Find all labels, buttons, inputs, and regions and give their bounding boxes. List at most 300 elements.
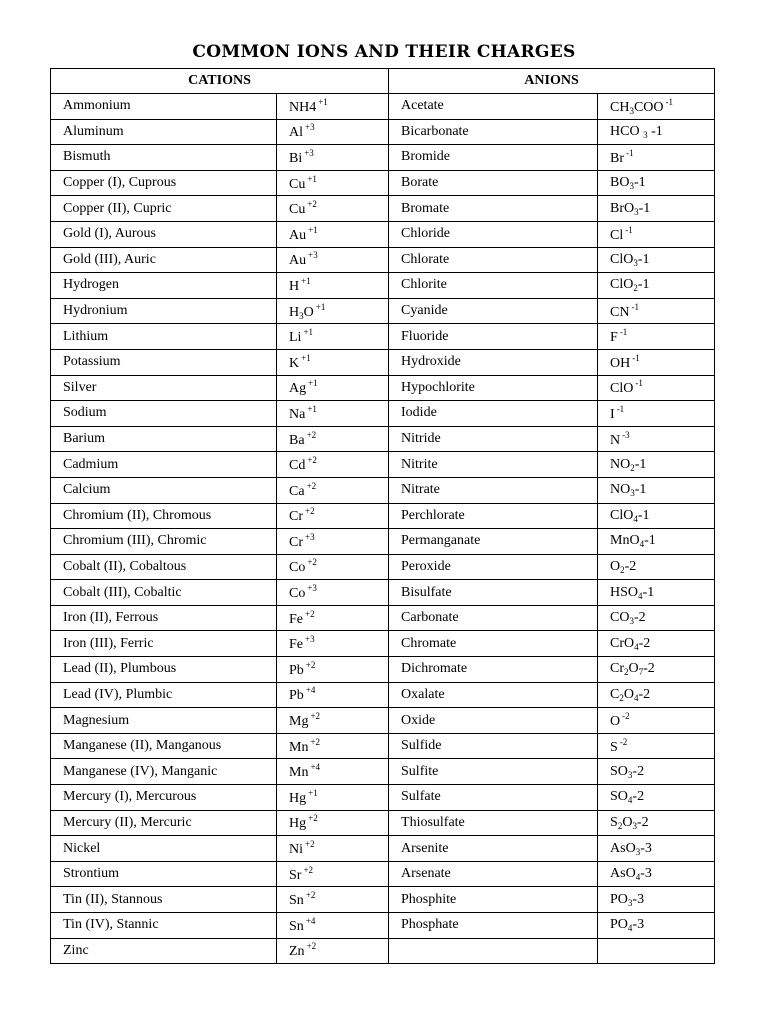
table-row xyxy=(51,247,715,273)
cation-name: Bismuth xyxy=(51,145,277,171)
anion-formula-sub: 7 xyxy=(638,667,644,678)
cation-charge: +4 xyxy=(310,762,321,773)
anion-symbol xyxy=(598,605,715,631)
table-row xyxy=(51,401,715,427)
cation-formula: Pb xyxy=(289,662,304,678)
anion-formula-sub: 2 xyxy=(619,692,624,703)
cation-name: Silver xyxy=(51,375,277,401)
table-row xyxy=(51,529,715,555)
anion-symbol xyxy=(598,708,715,734)
cation-symbol xyxy=(277,605,389,631)
cation-symbol xyxy=(277,938,389,964)
cation-charge: +3 xyxy=(304,147,314,158)
anion-formula-part: CH xyxy=(610,99,630,115)
cation-charge: +1 xyxy=(307,173,317,184)
cation-symbol xyxy=(277,324,389,350)
cation-charge: +3 xyxy=(308,250,318,261)
anion-formula-part: O xyxy=(623,686,634,702)
cation-charge: +2 xyxy=(306,429,317,440)
cation-formula: Co xyxy=(289,560,306,576)
cation-formula: Co xyxy=(289,586,306,602)
anion-name: Hypochlorite xyxy=(389,375,598,401)
table-row xyxy=(51,861,715,887)
cation-formula: Zn xyxy=(289,944,305,960)
anion-formula-sub: 4 xyxy=(627,795,633,806)
anion-symbol xyxy=(598,631,715,657)
cation-charge: +2 xyxy=(305,839,315,850)
anion-charge: -1 xyxy=(631,301,639,312)
cation-name: Lead (II), Plumbous xyxy=(51,657,277,683)
cation-charge: +3 xyxy=(305,122,315,133)
cation-symbol xyxy=(277,580,389,606)
anion-formula-part: AsO xyxy=(610,840,636,856)
anion-formula-part: C xyxy=(610,686,620,702)
anion-name: Acetate xyxy=(389,94,598,120)
anion-name: Cyanide xyxy=(389,298,598,324)
anion-name: Dichromate xyxy=(389,657,598,683)
cation-symbol xyxy=(277,477,389,503)
cation-charge: +3 xyxy=(307,583,317,594)
anion-name: Bisulfate xyxy=(389,580,598,606)
cation-charge: +1 xyxy=(301,352,311,363)
anion-charge: -1 xyxy=(638,200,651,216)
table-row xyxy=(51,887,715,913)
cation-symbol xyxy=(277,861,389,887)
cation-formula: Mn xyxy=(289,765,309,781)
table-row xyxy=(51,785,715,811)
anion-symbol xyxy=(598,861,715,887)
anion-formula-sub: 3 xyxy=(627,769,633,780)
table-row xyxy=(51,196,715,222)
cation-formula: K xyxy=(289,355,300,371)
anion-charge: -2 xyxy=(643,661,655,677)
cation-charge: +1 xyxy=(307,403,317,414)
anion-symbol xyxy=(598,349,715,375)
cation-symbol xyxy=(277,247,389,273)
table-row xyxy=(51,375,715,401)
cation-formula: Fe xyxy=(289,637,303,653)
table-row xyxy=(51,298,715,324)
table-row xyxy=(51,759,715,785)
anion-formula-part: PO xyxy=(610,891,628,907)
cation-name: Tin (IV), Stannic xyxy=(51,913,277,939)
anion-charge: -1 xyxy=(635,378,643,389)
anion-name: Nitride xyxy=(389,426,598,452)
anion-symbol xyxy=(598,401,715,427)
anion-symbol xyxy=(598,657,715,683)
anion-formula-part: Br xyxy=(610,150,625,166)
anion-name xyxy=(389,938,598,964)
anion-formula-part: ClO xyxy=(610,251,634,267)
anion-formula-sub: 3 xyxy=(629,105,634,116)
anion-name: Hydroxide xyxy=(389,349,598,375)
cation-formula: Ca xyxy=(289,483,305,499)
table-row xyxy=(51,605,715,631)
cation-charge: +3 xyxy=(305,531,315,542)
anion-formula-part: O xyxy=(610,714,621,730)
anion-symbol xyxy=(598,247,715,273)
anion-symbol xyxy=(598,503,715,529)
cation-symbol xyxy=(277,733,389,759)
cation-charge: +4 xyxy=(305,685,316,696)
anion-symbol xyxy=(598,94,715,120)
cation-charge: +2 xyxy=(306,941,317,952)
anion-symbol xyxy=(598,170,715,196)
table-row xyxy=(51,426,715,452)
anion-formula-sub: 2 xyxy=(630,462,635,473)
anion-symbol xyxy=(598,554,715,580)
anion-charge: -3 xyxy=(632,891,645,907)
anion-charge: -1 xyxy=(642,584,655,600)
cation-symbol xyxy=(277,529,389,555)
cation-name: Cadmium xyxy=(51,452,277,478)
anion-name: Perchlorate xyxy=(389,503,598,529)
anion-symbol xyxy=(598,785,715,811)
anion-formula-part: O xyxy=(628,661,639,677)
anion-symbol xyxy=(598,682,715,708)
table-row xyxy=(51,221,715,247)
cation-charge: +1 xyxy=(315,301,326,312)
cation-symbol xyxy=(277,349,389,375)
cation-charge: +1 xyxy=(318,96,328,107)
cation-symbol xyxy=(277,913,389,939)
table-row xyxy=(51,554,715,580)
cation-name: Mercury (I), Mercurous xyxy=(51,785,277,811)
anion-formula-part: COO xyxy=(633,99,664,115)
cation-name: Iron (III), Ferric xyxy=(51,631,277,657)
anion-name: Chromate xyxy=(389,631,598,657)
anion-formula-part: BO xyxy=(610,175,630,191)
anion-symbol xyxy=(598,273,715,299)
cation-formula: Au xyxy=(289,227,307,243)
anion-formula-sub: 4 xyxy=(627,923,633,934)
cation-name: Gold (III), Auric xyxy=(51,247,277,273)
anion-formula-part: CN xyxy=(610,304,630,320)
anion-formula-sub: 3 xyxy=(632,820,637,831)
cation-formula: Bi xyxy=(289,150,303,166)
anion-formula-part: SO xyxy=(610,789,628,805)
anion-name: Permanganate xyxy=(389,529,598,555)
anion-formula-sub: 3 xyxy=(629,181,634,192)
cations-header: CATIONS xyxy=(51,69,389,94)
anion-charge: -2 xyxy=(624,558,637,574)
anion-symbol xyxy=(598,810,715,836)
cation-name: Gold (I), Aurous xyxy=(51,221,277,247)
anion-name: Bicarbonate xyxy=(389,119,598,145)
cation-name: Iron (II), Ferrous xyxy=(51,605,277,631)
cation-formula: Li xyxy=(289,330,302,346)
anion-formula-sub: 3 xyxy=(643,129,648,140)
cation-charge: +3 xyxy=(305,634,315,645)
anion-symbol xyxy=(598,529,715,555)
anion-formula-sub: 4 xyxy=(634,641,639,652)
cation-formula: Sn xyxy=(289,893,304,909)
cation-charge: +2 xyxy=(305,890,316,901)
cation-charge: +2 xyxy=(305,506,315,517)
anion-symbol xyxy=(598,733,715,759)
anion-formula-part: SO xyxy=(610,763,628,779)
cation-symbol xyxy=(277,94,389,120)
cation-symbol xyxy=(277,503,389,529)
anion-charge: -2 xyxy=(638,686,651,702)
cation-name: Nickel xyxy=(51,836,277,862)
cation-name: Magnesium xyxy=(51,708,277,734)
anion-charge: -1 xyxy=(619,327,628,338)
table-row xyxy=(51,631,715,657)
cation-formula: Al xyxy=(289,125,303,141)
anion-formula-part: HCO xyxy=(610,123,644,139)
cation-charge: +1 xyxy=(308,787,318,798)
ions-table xyxy=(50,68,715,964)
anion-formula-sub: 3 xyxy=(629,616,634,627)
anion-name: Phosphite xyxy=(389,887,598,913)
cation-symbol xyxy=(277,631,389,657)
anion-formula-part: ClO xyxy=(610,507,634,523)
cation-name: Copper (II), Cupric xyxy=(51,196,277,222)
cation-name: Strontium xyxy=(51,861,277,887)
anion-formula-part: NO xyxy=(610,482,631,498)
cation-name: Zinc xyxy=(51,938,277,964)
anion-name: Chlorite xyxy=(389,273,598,299)
table-row xyxy=(51,145,715,171)
cation-charge: +2 xyxy=(308,813,318,824)
cation-formula: Mn xyxy=(289,739,309,755)
anion-formula-part: ClO xyxy=(610,277,634,293)
anion-symbol xyxy=(598,196,715,222)
anion-charge: -1 xyxy=(634,456,647,472)
cation-name: Ammonium xyxy=(51,94,277,120)
anion-name: Borate xyxy=(389,170,598,196)
anion-formula-part: O xyxy=(610,558,621,574)
cation-charge: +1 xyxy=(301,275,311,286)
anion-formula-part: NO xyxy=(610,456,631,472)
anion-name: Iodide xyxy=(389,401,598,427)
cation-formula: Mg xyxy=(289,714,309,730)
cation-charge: +2 xyxy=(310,736,321,747)
cation-symbol xyxy=(277,708,389,734)
anion-formula-part: BrO xyxy=(610,200,635,216)
anion-formula-part: S xyxy=(610,739,618,755)
cation-name: Lead (IV), Plumbic xyxy=(51,682,277,708)
cation-formula: Cr xyxy=(289,534,303,550)
anion-charge: -2 xyxy=(622,711,630,722)
anion-symbol xyxy=(598,221,715,247)
anion-name: Sulfide xyxy=(389,733,598,759)
cation-formula-part: O xyxy=(303,304,314,320)
table-row xyxy=(51,708,715,734)
anion-symbol xyxy=(598,426,715,452)
anion-name: Phosphate xyxy=(389,913,598,939)
cation-name: Barium xyxy=(51,426,277,452)
anion-charge: -2 xyxy=(636,814,649,830)
anion-formula-part: F xyxy=(610,330,618,346)
cation-symbol xyxy=(277,810,389,836)
cation-name: Hydrogen xyxy=(51,273,277,299)
anion-name: Arsenite xyxy=(389,836,598,862)
cation-name: Chromium (II), Chromous xyxy=(51,503,277,529)
cation-formula: Fe xyxy=(289,611,303,627)
cation-formula: Sr xyxy=(289,867,302,883)
cation-symbol xyxy=(277,298,389,324)
table-row xyxy=(51,349,715,375)
cation-name: Manganese (II), Manganous xyxy=(51,733,277,759)
cation-name: Potassium xyxy=(51,349,277,375)
cation-charge: +2 xyxy=(307,455,317,466)
anion-charge: -1 xyxy=(616,403,625,414)
anion-charge: -2 xyxy=(638,635,651,651)
anion-symbol xyxy=(598,298,715,324)
cation-name: Lithium xyxy=(51,324,277,350)
anion-formula-part: Cl xyxy=(610,227,624,243)
table-row xyxy=(51,913,715,939)
anion-charge: -3 xyxy=(622,429,630,440)
cation-charge: +2 xyxy=(305,659,316,670)
anion-name: Fluoride xyxy=(389,324,598,350)
cation-symbol xyxy=(277,119,389,145)
cation-formula: Cr xyxy=(289,509,303,525)
table-body xyxy=(51,94,715,964)
cation-name: Hydronium xyxy=(51,298,277,324)
anion-formula-part: CrO xyxy=(610,635,635,651)
cation-symbol xyxy=(277,375,389,401)
table-row xyxy=(51,657,715,683)
cation-formula: Au xyxy=(289,253,307,269)
cation-formula: NH4 xyxy=(289,99,317,115)
anion-charge: -1 xyxy=(625,224,633,235)
anion-formula-sub: 3 xyxy=(627,897,633,908)
anion-name: Thiosulfate xyxy=(389,810,598,836)
anion-charge: -1 xyxy=(633,175,646,191)
cation-symbol xyxy=(277,759,389,785)
cation-charge: +2 xyxy=(307,557,317,568)
table-row xyxy=(51,452,715,478)
cation-symbol xyxy=(277,452,389,478)
anion-name: Nitrate xyxy=(389,477,598,503)
cation-charge: +1 xyxy=(308,224,318,235)
cation-formula: Cu xyxy=(289,176,306,192)
anion-symbol xyxy=(598,759,715,785)
anion-symbol xyxy=(598,452,715,478)
anion-formula-part: ClO xyxy=(610,381,634,397)
anion-formula-part: O xyxy=(622,814,633,830)
cation-charge: +2 xyxy=(307,199,317,210)
anion-formula-part: N xyxy=(610,432,621,448)
table-row xyxy=(51,119,715,145)
cation-symbol xyxy=(277,887,389,913)
anion-symbol xyxy=(598,580,715,606)
anion-formula-sub: 4 xyxy=(639,539,645,550)
anion-formula-sub: 4 xyxy=(635,872,641,883)
anion-formula-sub: 2 xyxy=(617,820,623,831)
table-row xyxy=(51,733,715,759)
cation-name: Tin (II), Stannous xyxy=(51,887,277,913)
cation-name: Mercury (II), Mercuric xyxy=(51,810,277,836)
anion-formula-part: AsO xyxy=(610,866,636,882)
anion-name: Nitrite xyxy=(389,452,598,478)
table-row xyxy=(51,170,715,196)
anion-charge: -3 xyxy=(640,866,652,882)
anion-name: Sulfite xyxy=(389,759,598,785)
anion-charge: -1 xyxy=(647,123,663,139)
cation-charge: +1 xyxy=(308,378,318,389)
anion-charge: -3 xyxy=(640,840,652,856)
anion-formula-sub: 3 xyxy=(634,206,639,217)
anion-charge: -2 xyxy=(619,736,628,747)
cation-symbol xyxy=(277,273,389,299)
page-title: COMMON IONS AND THEIR CHARGES xyxy=(192,42,576,62)
anion-symbol xyxy=(598,836,715,862)
anion-name: Oxalate xyxy=(389,682,598,708)
anion-charge: -1 xyxy=(644,533,656,549)
anion-formula-part: CO xyxy=(610,610,630,626)
cation-symbol xyxy=(277,554,389,580)
anion-name: Bromate xyxy=(389,196,598,222)
anion-name: Chlorate xyxy=(389,247,598,273)
cation-formula: Ba xyxy=(289,432,305,448)
table-row xyxy=(51,810,715,836)
anion-name: Arsenate xyxy=(389,861,598,887)
anion-charge: -3 xyxy=(632,917,645,933)
cation-charge: +4 xyxy=(305,915,316,926)
anion-charge: -1 xyxy=(632,352,640,363)
anion-formula-sub: 2 xyxy=(633,283,638,294)
cation-formula: Hg xyxy=(289,816,307,832)
anion-symbol xyxy=(598,375,715,401)
anion-name: Chloride xyxy=(389,221,598,247)
anion-charge: -1 xyxy=(665,96,674,107)
anion-formula-sub: 3 xyxy=(630,488,635,499)
cation-symbol xyxy=(277,170,389,196)
table-row xyxy=(51,938,715,964)
anion-charge: -1 xyxy=(626,147,634,158)
anion-charge: -2 xyxy=(633,610,646,626)
anion-symbol xyxy=(598,477,715,503)
cation-name: Sodium xyxy=(51,401,277,427)
anion-charge: -1 xyxy=(637,277,650,293)
anion-name: Peroxide xyxy=(389,554,598,580)
anion-formula-sub: 2 xyxy=(620,564,625,575)
cation-formula: Sn xyxy=(289,918,304,934)
cation-name: Chromium (III), Chromic xyxy=(51,529,277,555)
table-row xyxy=(51,477,715,503)
cation-charge: +2 xyxy=(303,864,314,875)
cation-name: Aluminum xyxy=(51,119,277,145)
anion-formula-part: OH xyxy=(610,355,631,371)
anion-charge: -1 xyxy=(637,507,650,523)
cation-symbol xyxy=(277,426,389,452)
header-row xyxy=(51,69,715,94)
cation-symbol xyxy=(277,657,389,683)
table-row xyxy=(51,503,715,529)
anion-formula-part: Cr xyxy=(610,661,625,677)
cation-formula: Ag xyxy=(289,381,307,397)
anion-formula-sub: 2 xyxy=(624,667,629,678)
cation-symbol xyxy=(277,836,389,862)
cation-symbol xyxy=(277,196,389,222)
cation-formula: Na xyxy=(289,406,306,422)
table-row xyxy=(51,836,715,862)
cation-formula: Cu xyxy=(289,202,306,218)
table-row xyxy=(51,682,715,708)
anion-formula-part: PO xyxy=(610,917,628,933)
anion-formula-sub: 4 xyxy=(638,590,643,601)
cation-symbol xyxy=(277,221,389,247)
anion-charge: -2 xyxy=(632,763,645,779)
anions-header: ANIONS xyxy=(389,69,715,94)
anion-formula-sub: 4 xyxy=(633,513,638,524)
table-row xyxy=(51,94,715,120)
cation-name: Cobalt (III), Cobaltic xyxy=(51,580,277,606)
